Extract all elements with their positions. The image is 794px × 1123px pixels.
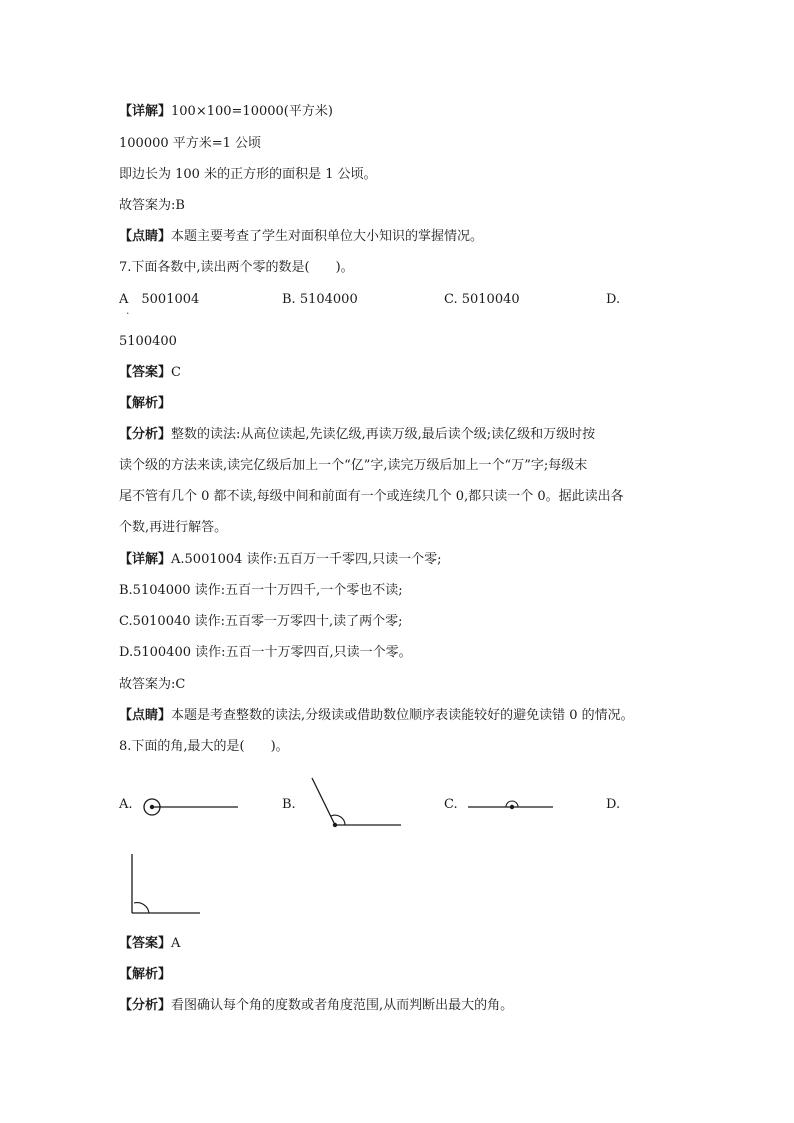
q7-detail-a — [119, 551, 441, 569]
conclusion-line: 即边长为 100 米的正方形的面积是 1 公顷。 — [119, 167, 377, 182]
q7-detail-c: C.5010040 读作:五百零一万零四十,读了两个零; — [119, 614, 403, 629]
detail-calculation: 100×100=10000(平方米) — [171, 104, 333, 119]
comment-text: 本题主要考查了学生对面积单位大小知识的掌握情况。 — [171, 229, 484, 244]
comment-line — [119, 228, 483, 246]
q7-option-d-value: 5100400 — [119, 334, 177, 349]
analysis-text: 看图确认每个角的度数或者角度范围,从而判断出最大的角。 — [171, 998, 514, 1013]
angle-arc — [134, 903, 149, 913]
q8-option-d-label: D. — [606, 797, 621, 812]
comment-tag: 【点睛】 — [119, 229, 172, 244]
q7-comment — [119, 707, 634, 725]
q7-option-b: B. 5104000 — [282, 292, 358, 307]
q7-analysis-line-3: 尾不管有几个 0 都不读,每级中间和前面有一个或连续几个 0,都只读一个 0。据此读出各 — [119, 489, 624, 504]
stray-dot: · — [126, 307, 130, 320]
analysis-text-1: 整数的读法:从高位读起,先读亿级,再读万级,最后读个级;读亿级和万级时按 — [171, 427, 596, 442]
q7-final-answer: 故答案为:C — [119, 677, 186, 692]
detail-tag: 【详解】 — [119, 552, 172, 567]
analysis-tag: 【分析】 — [119, 427, 172, 442]
q7-option-c: C. 5010040 — [444, 292, 520, 307]
answer-line: 故答案为:B — [119, 198, 185, 213]
comment-text: 本题是考查整数的读法,分级读或借助数位顺序表读能较好的避免读错 0 的情况。 — [171, 708, 634, 723]
detail-line-1 — [119, 103, 333, 121]
q7-detail-d: D.5100400 读作:五百一十万零四百,只读一个零。 — [119, 645, 412, 660]
q7-detail-b: B.5104000 读作:五百一十万四千,一个零也不读; — [119, 583, 403, 598]
q7-option-d: D. — [606, 292, 621, 307]
q7-answer — [119, 364, 181, 382]
detail-a-text: A.5001004 读作:五百万一千零四,只读一个零; — [171, 552, 442, 567]
conversion-line: 100000 平方米=1 公顷 — [119, 136, 262, 151]
angle-a-figure — [138, 796, 242, 820]
answer-value: A — [171, 936, 181, 951]
answer-value: C — [171, 365, 181, 380]
q7-analysis-line-1 — [119, 426, 595, 444]
q8-option-c-label: C. — [444, 797, 458, 812]
answer-tag: 【答案】 — [119, 365, 172, 380]
angle-ray — [312, 778, 335, 825]
angle-c-figure — [466, 796, 556, 814]
angle-d-figure — [126, 852, 204, 918]
q8-option-b-label: B. — [282, 797, 296, 812]
question-8: 8.下面的角,最大的是( )。 — [119, 739, 289, 754]
q8-answer — [119, 935, 180, 953]
vertex-dot — [333, 823, 337, 827]
q7-analysis-line-2: 读个级的方法来读,读完亿级后加上一个“亿”字,读完万级后加上一个“万”字;每级末 — [119, 458, 588, 473]
q8-option-a-label: A. — [119, 797, 133, 812]
q7-jiexi-heading: 【解析】 — [119, 396, 172, 411]
angle-b-figure — [308, 776, 404, 832]
q8-jiexi-heading: 【解析】 — [119, 967, 172, 982]
analysis-tag: 【分析】 — [119, 998, 172, 1013]
answer-tag: 【答案】 — [119, 936, 172, 951]
q7-option-a: A 5001004 — [119, 292, 200, 307]
question-7: 7.下面各数中,读出两个零的数是( )。 — [119, 260, 354, 275]
vertex-dot — [510, 805, 514, 809]
detail-tag: 【详解】 — [119, 104, 172, 119]
q8-analysis — [119, 997, 513, 1015]
comment-tag: 【点睛】 — [119, 708, 172, 723]
q7-analysis-line-4: 个数,再进行解答。 — [119, 520, 228, 535]
